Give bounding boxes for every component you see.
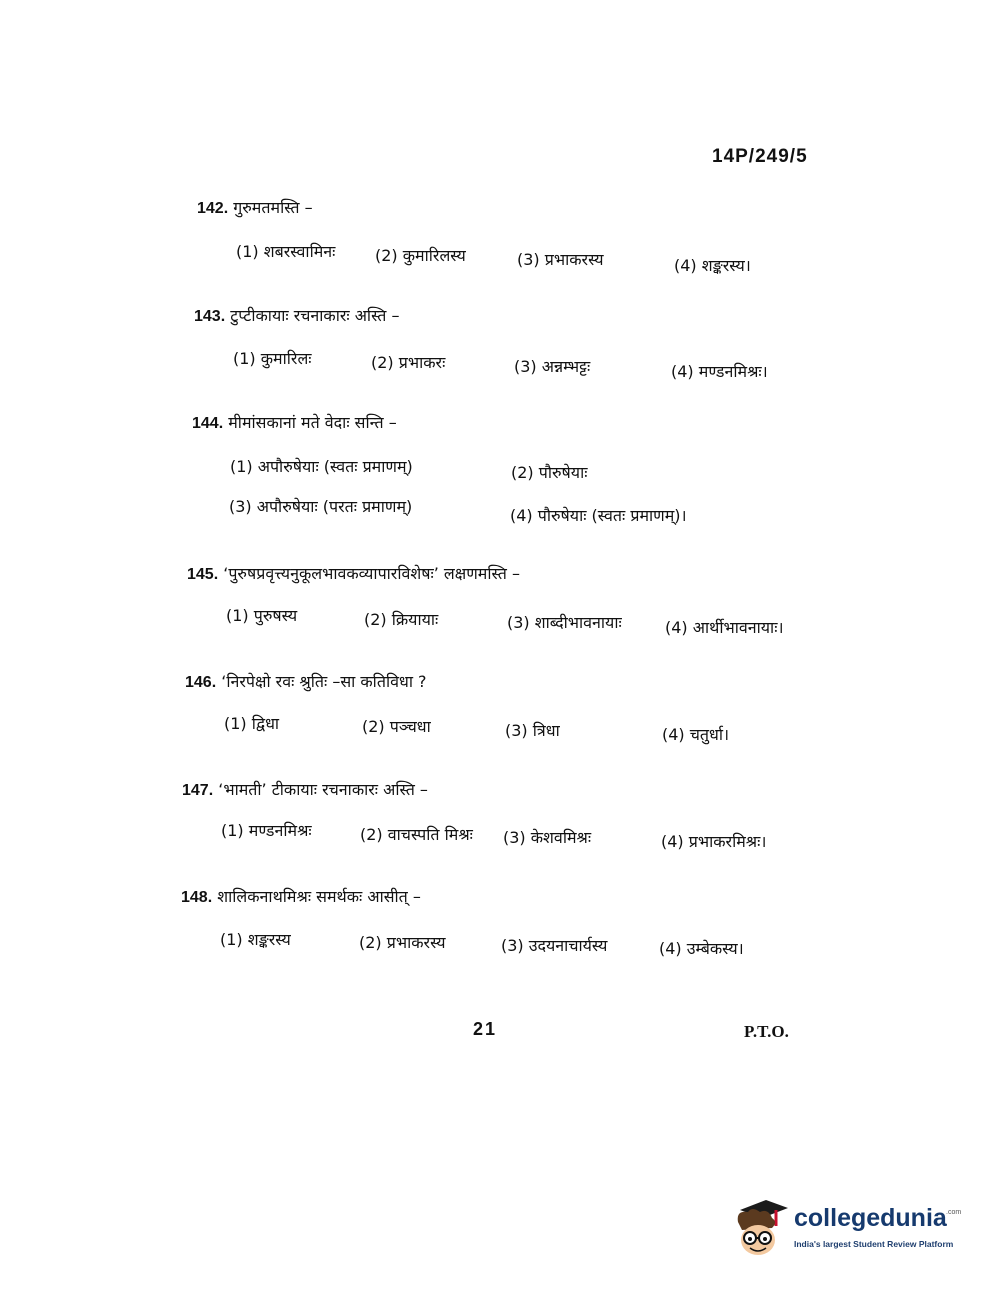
page-number: 21 (473, 1019, 498, 1039)
question-143 (194, 304, 400, 326)
question-text: ‘निरपेक्षो रवः श्रुतिः –सा कतिविधा ? (221, 672, 427, 691)
option: (3) केशवमिश्रः (503, 828, 592, 847)
question-text: गुरुमतमस्ति – (233, 198, 313, 217)
option: (1) शङ्करस्य (220, 930, 291, 949)
pto-label: P.T.O. (744, 1022, 789, 1041)
option: (1) द्विधा (224, 714, 280, 733)
option: (3) अन्नम्भट्टः (514, 357, 591, 376)
paper-code: 14P/249/5 (712, 146, 808, 167)
question-number: 144. (192, 415, 224, 432)
question-number: 145. (187, 566, 219, 583)
mascot-icon (732, 1196, 792, 1266)
question-text: ‘भामती’ टीकायाः रचनाकारः अस्ति – (218, 780, 428, 799)
option: (3) अपौरुषेयाः (परतः प्रमाणम्) (229, 497, 413, 516)
logo-tagline: India's largest Student Review Platform (794, 1239, 954, 1249)
option: (1) अपौरुषेयाः (स्वतः प्रमाणम्) (230, 457, 413, 476)
option: (4) चतुर्धा। (662, 725, 730, 744)
collegedunia-logo[interactable] (732, 1196, 962, 1266)
question-146 (185, 670, 427, 692)
question-text: मीमांसकानां मते वेदाः सन्ति – (228, 413, 397, 432)
option: (1) पुरुषस्य (226, 606, 298, 625)
question-number: 146. (185, 674, 217, 691)
question-144 (192, 411, 397, 433)
question-142 (197, 196, 313, 218)
option: (2) पौरुषेयाः (511, 463, 588, 482)
option: (4) आर्थीभावनायाः। (665, 618, 784, 637)
question-text: टुप्टीकायाः रचनाकारः अस्ति – (230, 306, 400, 325)
logo-wordmark: collegedunia (794, 1204, 947, 1232)
logo-suffix: .com (946, 1209, 962, 1216)
option: (2) वाचस्पति मिश्रः (360, 825, 473, 844)
option: (3) त्रिधा (505, 721, 560, 740)
option: (4) शङ्करस्य। (674, 256, 751, 275)
option: (1) कुमारिलः (233, 349, 312, 368)
option: (4) प्रभाकरमिश्रः। (661, 832, 767, 851)
question-number: 143. (194, 308, 226, 325)
option: (2) कुमारिलस्य (375, 246, 466, 265)
option: (3) शाब्दीभावनायाः (507, 613, 622, 632)
question-148 (181, 885, 421, 907)
option: (2) प्रभाकरः (371, 353, 446, 372)
option: (2) प्रभाकरस्य (359, 933, 446, 952)
option: (1) मण्डनमिश्रः (221, 821, 312, 840)
question-number: 148. (181, 889, 213, 906)
option: (3) प्रभाकरस्य (517, 250, 604, 269)
option: (3) उदयनाचार्यस्य (501, 936, 608, 955)
question-number: 142. (197, 200, 229, 217)
option: (2) पञ्चधा (362, 717, 431, 736)
question-number: 147. (182, 782, 214, 799)
question-147 (182, 778, 428, 800)
option: (2) क्रियायाः (364, 610, 439, 629)
question-text: शालिकनाथमिश्रः समर्थकः आसीत् – (217, 887, 421, 906)
option: (4) उम्बेकस्य। (659, 939, 744, 958)
option: (4) पौरुषेयाः (स्वतः प्रमाणम्)। (510, 506, 687, 525)
option: (4) मण्डनमिश्रः। (671, 362, 768, 381)
question-145 (187, 562, 520, 584)
option: (1) शबरस्वामिनः (236, 242, 336, 261)
question-text: ‘पुरुषप्रवृत्त्यनुकूलभावकव्यापारविशेषः’ लक्षणमस्ति – (223, 564, 520, 583)
